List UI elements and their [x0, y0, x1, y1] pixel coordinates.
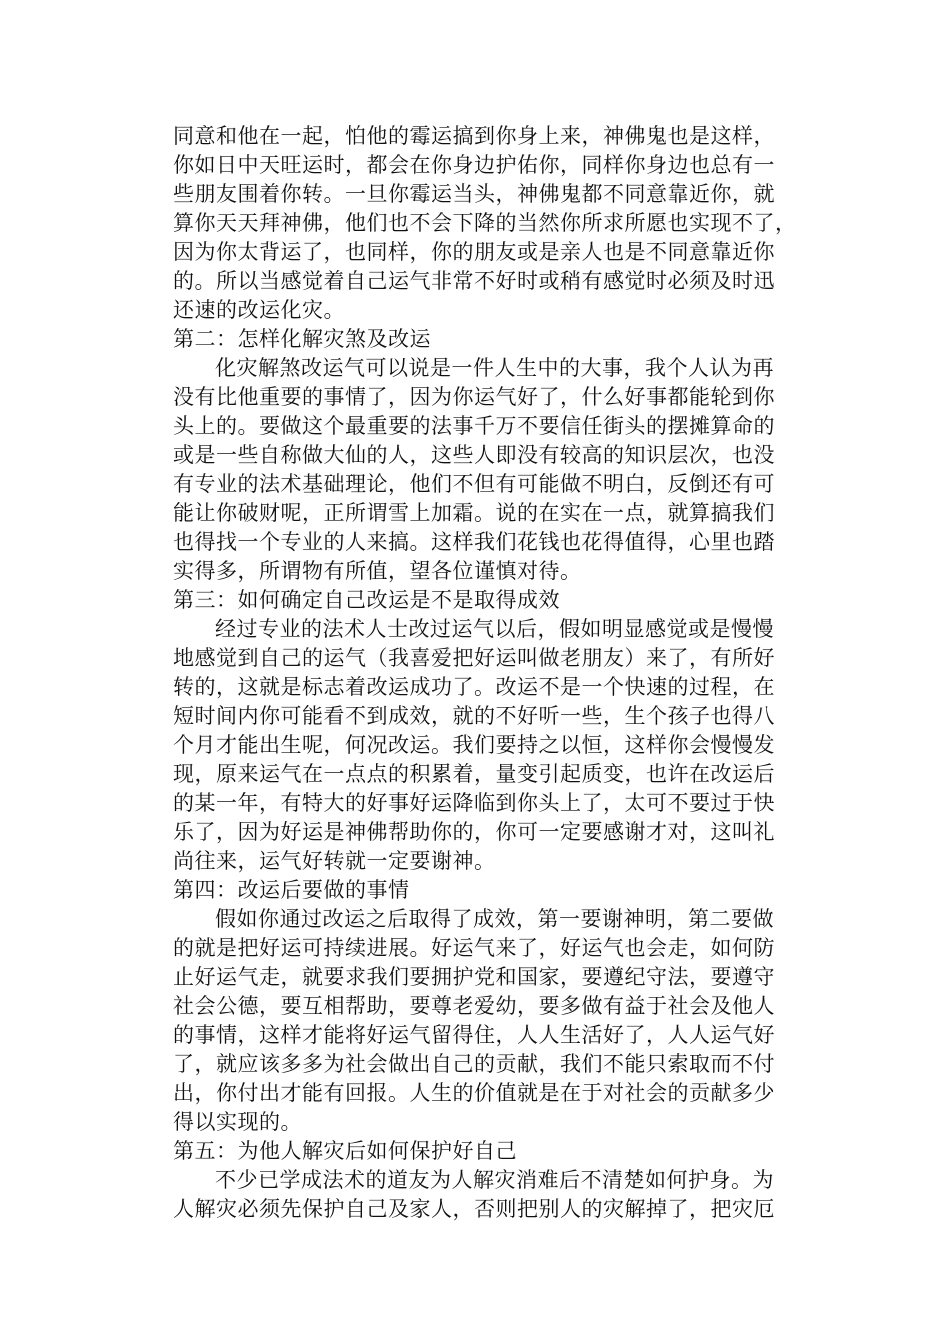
text-line: 乐了，因为好运是神佛帮助你的，你可一定要感谢才对，这叫礼 [173, 820, 775, 844]
text-line: 还速的改运化灾。 [173, 298, 345, 322]
text-line: 假如你通过改运之后取得了成效，第一要谢神明，第二要做 [215, 907, 774, 931]
text-line: 的就是把好运可持续进展。好运气来了，好运气也会走，如何防 [173, 936, 775, 960]
text-line: 得以实现的。 [173, 1110, 302, 1134]
text-line: 不少已学成法术的道友为人解灾消难后不清楚如何护身。为 [215, 1168, 774, 1192]
text-line: 或是一些自称做大仙的人，这些人即没有较高的知识层次，也没 [173, 443, 775, 467]
text-line: 了，就应该多多为社会做出自己的贡献，我们不能只索取而不付 [173, 1052, 775, 1076]
text-line: 头上的。要做这个最重要的法事千万不要信任街头的摆摊算命的 [173, 414, 775, 438]
text-line: 个月才能出生呢，何况改运。我们要持之以恒，这样你会慢慢发 [173, 733, 775, 757]
text-line: 人解灾必须先保护自己及家人，否则把别人的灾解掉了，把灾厄 [173, 1197, 775, 1221]
section-heading: 第二：怎样化解灾煞及改运 [173, 327, 431, 351]
text-line: 的事情，这样才能将好运气留得住，人人生活好了，人人运气好 [173, 1023, 775, 1047]
text-line: 尚往来，运气好转就一定要谢神。 [173, 849, 496, 873]
text-line: 的。所以当感觉着自己运气非常不好时或稍有感觉时必须及时迅 [173, 269, 775, 293]
text-line: 的某一年，有特大的好事好运降临到你头上了，太可不要过于快 [173, 791, 775, 815]
text-line: 实得多，所谓物有所值，望各位谨慎对待。 [173, 559, 582, 583]
text-line: 些朋友围着你转。一旦你霉运当头，神佛鬼都不同意靠近你，就 [173, 182, 775, 206]
document-body [173, 122, 813, 1224]
text-line: 同意和他在一起，怕他的霉运搞到你身上来，神佛鬼也是这样， [173, 124, 775, 148]
text-line: 化灾解煞改运气可以说是一件人生中的大事，我个人认为再 [215, 356, 774, 380]
text-line: 也得找一个专业的人来搞。这样我们花钱也花得值得，心里也踏 [173, 530, 775, 554]
text-line: 社会公德，要互相帮助，要尊老爱幼，要多做有益于社会及他人 [173, 994, 775, 1018]
section-heading: 第四：改运后要做的事情 [173, 878, 410, 902]
section-heading: 第五：为他人解灾后如何保护好自己 [173, 1139, 517, 1163]
text-line: 转的，这就是标志着改运成功了。改运不是一个快速的过程，在 [173, 675, 775, 699]
text-line: 止好运气走，就要求我们要拥护党和国家，要遵纪守法，要遵守 [173, 965, 775, 989]
text-line: 因为你太背运了，也同样，你的朋友或是亲人也是不同意靠近你 [173, 240, 775, 264]
section-heading: 第三：如何确定自己改运是不是取得成效 [173, 588, 560, 612]
text-line: 短时间内你可能看不到成效，就的不好听一些，生个孩子也得八 [173, 704, 775, 728]
text-line: 算你天天拜神佛，他们也不会下降的当然你所求所愿也实现不了， [173, 211, 797, 235]
text-line: 有专业的法术基础理论，他们不但有可能做不明白，反倒还有可 [173, 472, 775, 496]
text-line: 你如日中天旺运时，都会在你身边护佑你，同样你身边也总有一 [173, 153, 775, 177]
text-line: 地感觉到自己的运气（我喜爱把好运叫做老朋友）来了，有所好 [173, 646, 775, 670]
text-line: 现，原来运气在一点点的积累着，量变引起质变，也许在改运后 [173, 762, 775, 786]
text-line: 能让你破财呢，正所谓雪上加霜。说的在实在一点，就算搞我们 [173, 501, 775, 525]
text-line: 经过专业的法术人士改过运气以后，假如明显感觉或是慢慢 [215, 617, 774, 641]
text-line: 出，你付出才能有回报。人生的价值就是在于对社会的贡献多少 [173, 1081, 775, 1105]
text-line: 没有比他重要的事情了，因为你运气好了，什么好事都能轮到你 [173, 385, 775, 409]
